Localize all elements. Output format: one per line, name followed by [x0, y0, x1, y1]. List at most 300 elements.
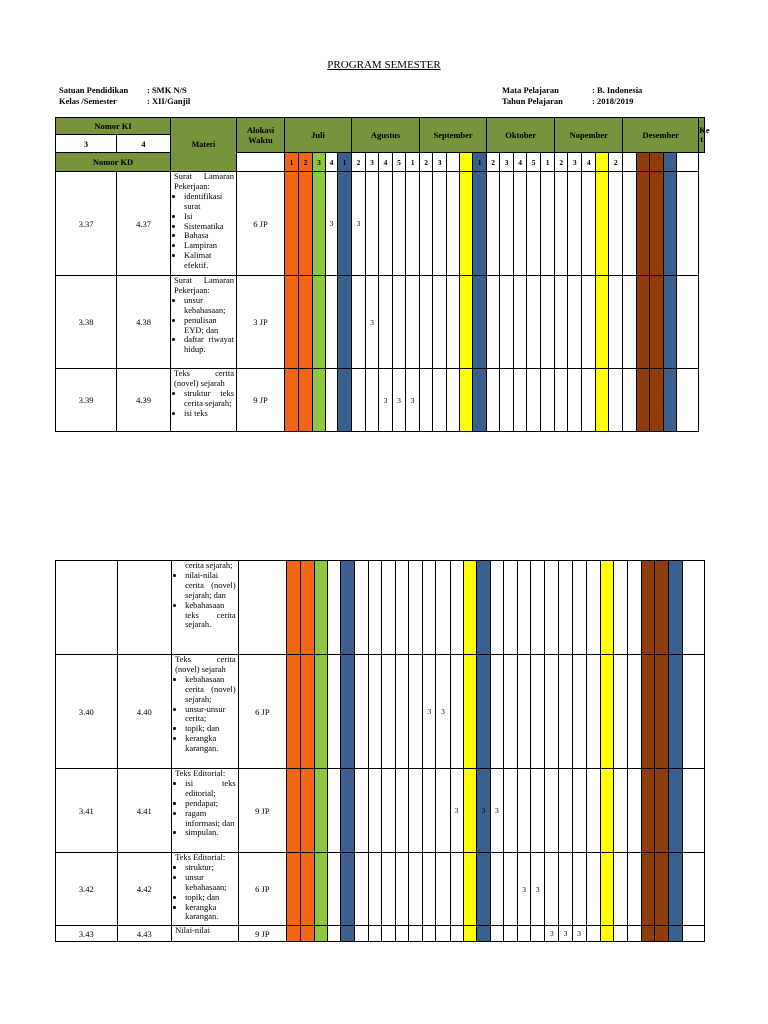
- alokasi-cell: 3 JP: [237, 276, 285, 369]
- week-cell: [642, 655, 655, 769]
- week-cell: [527, 276, 541, 369]
- kd3-cell: 3.41: [56, 769, 118, 853]
- week-cell: [623, 172, 637, 276]
- week-cell: [650, 276, 664, 369]
- materi-item: • topik; dan: [185, 893, 236, 903]
- week-cell: [473, 172, 487, 276]
- week-cell: [299, 369, 313, 432]
- week-cell: [669, 853, 682, 926]
- week-cell: [500, 172, 514, 276]
- meta-left: [59, 85, 190, 107]
- materi-item: • unsur kebahasaan;: [184, 296, 234, 316]
- materi-cell: [172, 655, 239, 769]
- materi-item: • kebahasaan teks cerita sejarah.: [185, 601, 236, 631]
- week-header-17: 4: [514, 153, 527, 172]
- week-cell: [420, 369, 433, 432]
- table-row: [56, 369, 705, 432]
- month-september: September: [420, 118, 487, 153]
- week-cell: [381, 926, 395, 942]
- week-cell: 3: [545, 926, 559, 942]
- kd4-cell: 4.37: [117, 172, 171, 276]
- table-row: [56, 655, 705, 769]
- week-cell: [328, 561, 340, 655]
- week-header-11: 3: [433, 153, 447, 172]
- kd4-cell: 4.42: [117, 853, 172, 926]
- week-cell: [450, 561, 463, 655]
- week-cell: [368, 769, 381, 853]
- materi-cell: [171, 369, 237, 432]
- week-cell: [409, 561, 423, 655]
- alokasi-cell: 9 JP: [238, 769, 286, 853]
- materi-item: cerita sejarah;: [185, 560, 233, 570]
- week-cell: [340, 655, 354, 769]
- week-cell: [613, 926, 627, 942]
- materi-item: • unsur-unsur cerita;: [185, 705, 236, 725]
- week-header-28: [664, 153, 677, 172]
- week-cell: [568, 172, 582, 276]
- alokasi-cell: 6 JP: [238, 853, 286, 926]
- materi-title: Surat Lamaran Pekerjaan:: [174, 275, 235, 295]
- satuan-label: Satuan Pendidikan: [59, 85, 129, 95]
- materi-cell: [171, 172, 237, 276]
- week-cell: [285, 369, 299, 432]
- materi-item: • isi teks: [184, 409, 234, 419]
- week-cell: [596, 172, 609, 276]
- week-cell: [609, 369, 623, 432]
- alokasi-cell: 9 JP: [237, 369, 285, 432]
- week-cell: [368, 926, 381, 942]
- week-cell: [409, 655, 423, 769]
- materi-cell: [171, 276, 237, 369]
- week-cell: [655, 655, 669, 769]
- week-cell: [600, 926, 613, 942]
- week-cell: [518, 926, 531, 942]
- table-row: [56, 926, 705, 942]
- week-cell: [664, 369, 677, 432]
- month-desember: Desember: [623, 118, 699, 153]
- week-cell: 3: [406, 369, 420, 432]
- week-cell: [586, 926, 600, 942]
- ket-cell: [682, 769, 704, 853]
- week-cell: [628, 926, 642, 942]
- materi-cell: [172, 853, 239, 926]
- week-cell: [582, 276, 596, 369]
- ki-3-header: 3: [56, 135, 117, 153]
- week-cell: [315, 926, 328, 942]
- week-cell: [572, 561, 586, 655]
- week-cell: [340, 769, 354, 853]
- week-cell: [568, 369, 582, 432]
- week-cell: [476, 853, 490, 926]
- ket-cell: [677, 172, 699, 276]
- materi-item: • identifikasi surat: [184, 192, 234, 212]
- week-cell: [460, 369, 473, 432]
- week-cell: [637, 276, 650, 369]
- week-cell: 3: [490, 769, 503, 853]
- week-cell: [490, 853, 503, 926]
- week-cell: [655, 769, 669, 853]
- week-cell: [518, 769, 531, 853]
- week-cell: [328, 853, 340, 926]
- materi-item: • Bahasa: [184, 231, 234, 241]
- week-header-19: 1: [541, 153, 555, 172]
- alokasi-header: Alokasi Waktu: [237, 118, 285, 153]
- week-cell: [500, 369, 514, 432]
- week-cell: 3: [518, 853, 531, 926]
- week-cell: [287, 655, 301, 769]
- week-cell: [613, 561, 627, 655]
- week-cell: [628, 655, 642, 769]
- week-cell: [541, 276, 555, 369]
- month-agustus: Agustus: [352, 118, 420, 153]
- week-cell: [600, 853, 613, 926]
- table-row: [56, 172, 705, 276]
- week-cell: [366, 172, 379, 276]
- week-cell: [642, 926, 655, 942]
- week-cell: [315, 853, 328, 926]
- week-cell: [406, 172, 420, 276]
- kd3-cell: 3.42: [56, 853, 118, 926]
- week-header-21: 3: [568, 153, 582, 172]
- week-cell: [514, 369, 527, 432]
- week-cell: [381, 655, 395, 769]
- week-cell: [568, 276, 582, 369]
- kd4-cell: 4.38: [117, 276, 171, 369]
- week-cell: [433, 276, 447, 369]
- kelas-value: : XII/Ganjil: [147, 96, 191, 106]
- week-cell: [396, 853, 409, 926]
- week-cell: [420, 172, 433, 276]
- week-cell: [555, 369, 568, 432]
- week-cell: 3: [379, 369, 393, 432]
- week-cell: [460, 276, 473, 369]
- week-cell: [637, 369, 650, 432]
- kd4-cell: 4.39: [117, 369, 171, 432]
- week-cell: [655, 926, 669, 942]
- materi-item: • kebahasaan cerita (novel) sejarah;: [185, 675, 236, 705]
- week-header-16: 3: [500, 153, 514, 172]
- week-cell: [664, 276, 677, 369]
- week-header-2: 3: [313, 153, 326, 172]
- materi-item: • unsur kebahasaan;: [185, 873, 236, 893]
- week-cell: [487, 172, 500, 276]
- week-cell: [436, 561, 450, 655]
- week-cell: 3: [366, 276, 379, 369]
- week-cell: 3: [476, 769, 490, 853]
- satuan-value: : SMK N/S: [147, 85, 187, 95]
- week-header-5: 2: [352, 153, 366, 172]
- materi-item: • nilai-nilai cerita (novel) sejarah; dan: [185, 571, 236, 601]
- materi-item: • struktur;: [185, 863, 236, 873]
- week-cell: [301, 561, 315, 655]
- week-cell: [423, 926, 436, 942]
- week-header-3: 4: [326, 153, 338, 172]
- week-header-25: [623, 153, 637, 172]
- week-cell: 3: [326, 172, 338, 276]
- week-cell: [423, 769, 436, 853]
- week-cell: [609, 276, 623, 369]
- week-cell: [531, 655, 545, 769]
- kd4-cell: [117, 561, 172, 655]
- week-cell: [600, 655, 613, 769]
- week-cell: [490, 561, 503, 655]
- week-cell: [338, 276, 352, 369]
- week-cell: [352, 369, 366, 432]
- week-cell: [433, 172, 447, 276]
- materi-item: • Isi: [184, 212, 234, 222]
- week-header-23: [596, 153, 609, 172]
- week-cell: [379, 172, 393, 276]
- week-cell: [518, 655, 531, 769]
- week-header-18: 5: [527, 153, 541, 172]
- week-cell: [285, 172, 299, 276]
- kd3-cell: [56, 561, 118, 655]
- materi-item: • kerangka karangan.: [185, 734, 236, 754]
- kd3-cell: 3.38: [56, 276, 117, 369]
- materi-item: • Kalimat efektif.: [184, 251, 234, 271]
- week-cell: [514, 276, 527, 369]
- week-cell: [642, 769, 655, 853]
- week-cell: [328, 769, 340, 853]
- week-cell: [545, 853, 559, 926]
- week-cell: 3: [436, 655, 450, 769]
- week-cell: [664, 172, 677, 276]
- program-semester-table-page-1: [55, 117, 710, 432]
- week-cell: [555, 172, 568, 276]
- materi-title: Teks Editorial:: [175, 852, 226, 862]
- week-header-10: 2: [420, 153, 433, 172]
- week-cell: [354, 926, 368, 942]
- program-semester-table-page-2: [55, 560, 705, 942]
- week-cell: [366, 369, 379, 432]
- week-cell: [586, 561, 600, 655]
- materi-title: Teks Editorial:: [175, 768, 226, 778]
- week-cell: [460, 172, 473, 276]
- week-cell: [669, 655, 682, 769]
- week-cell: [586, 853, 600, 926]
- alokasi-cell: 9 JP: [238, 926, 286, 942]
- materi-title: Teks cerita (novel) sejarah: [174, 368, 235, 388]
- week-cell: [555, 276, 568, 369]
- week-cell: [315, 769, 328, 853]
- materi-header: Materi: [171, 118, 237, 172]
- week-cell: [396, 769, 409, 853]
- week-cell: [463, 926, 476, 942]
- table-row: [56, 853, 705, 926]
- page-title: PROGRAM SEMESTER: [327, 59, 441, 71]
- week-cell: [541, 369, 555, 432]
- week-cell: [313, 172, 326, 276]
- week-cell: [450, 655, 463, 769]
- week-cell: [545, 561, 559, 655]
- month-oktober: Oktober: [487, 118, 555, 153]
- week-cell: [379, 276, 393, 369]
- materi-item: • topik; dan: [185, 724, 236, 734]
- meta-right: [502, 85, 642, 107]
- week-cell: [531, 926, 545, 942]
- week-header-4: 1: [338, 153, 352, 172]
- nomor-kd-header: Nomor KD: [56, 153, 171, 172]
- week-cell: [368, 561, 381, 655]
- week-cell: [650, 172, 664, 276]
- materi-item: • Lampiran: [184, 241, 234, 251]
- week-cell: [354, 655, 368, 769]
- week-cell: [301, 655, 315, 769]
- nomor-ki-header: Nomor KI: [56, 118, 171, 135]
- ket-cell: [677, 276, 699, 369]
- week-cell: [354, 853, 368, 926]
- week-cell: [527, 369, 541, 432]
- week-cell: [287, 853, 301, 926]
- week-cell: [396, 561, 409, 655]
- week-cell: [628, 769, 642, 853]
- week-cell: [476, 561, 490, 655]
- week-cell: [287, 769, 301, 853]
- week-cell: [463, 769, 476, 853]
- week-cell: [326, 276, 338, 369]
- week-cell: 3: [393, 369, 406, 432]
- week-header-8: 5: [393, 153, 406, 172]
- week-cell: [287, 926, 301, 942]
- week-cell: [409, 926, 423, 942]
- week-cell: [354, 561, 368, 655]
- week-cell: [447, 172, 460, 276]
- week-cell: [301, 769, 315, 853]
- week-cell: [518, 561, 531, 655]
- week-cell: [487, 276, 500, 369]
- week-cell: [531, 561, 545, 655]
- week-cell: [545, 655, 559, 769]
- kd4-cell: 4.41: [117, 769, 172, 853]
- week-cell: [655, 853, 669, 926]
- week-cell: [582, 172, 596, 276]
- materi-item: • kerangka karangan.: [185, 903, 236, 923]
- kd3-cell: 3.40: [56, 655, 118, 769]
- alokasi-cell: 6 JP: [237, 172, 285, 276]
- week-cell: 3: [450, 769, 463, 853]
- week-cell: [669, 561, 682, 655]
- week-cell: [313, 276, 326, 369]
- week-cell: [628, 853, 642, 926]
- week-cell: [503, 853, 517, 926]
- week-cell: [473, 276, 487, 369]
- week-cell: [301, 926, 315, 942]
- materi-title: Nilai-nilai: [175, 925, 210, 935]
- ket-cell: [677, 369, 699, 432]
- week-cell: [340, 561, 354, 655]
- week-cell: [447, 276, 460, 369]
- week-cell: [301, 853, 315, 926]
- week-cell: [476, 655, 490, 769]
- week-cell: [500, 276, 514, 369]
- week-cell: 3: [352, 172, 366, 276]
- week-cell: [490, 655, 503, 769]
- week-cell: [642, 561, 655, 655]
- week-cell: [338, 369, 352, 432]
- materi-item: • penulisan EYD; dan: [184, 316, 234, 336]
- week-cell: [315, 561, 328, 655]
- kd3-cell: 3.43: [56, 926, 118, 942]
- ket-cell: [682, 853, 704, 926]
- kelas-label: Kelas /Semester: [59, 96, 117, 106]
- week-cell: [628, 561, 642, 655]
- week-cell: [655, 561, 669, 655]
- materi-item: • daftar riwayat hidup.: [184, 335, 234, 355]
- kd4-cell: 4.40: [117, 655, 172, 769]
- week-cell: [582, 369, 596, 432]
- week-cell: [447, 369, 460, 432]
- week-cell: [487, 369, 500, 432]
- week-cell: [503, 926, 517, 942]
- week-cell: [450, 926, 463, 942]
- week-cell: [352, 276, 366, 369]
- week-header-9: 1: [406, 153, 420, 172]
- week-header-15: 2: [487, 153, 500, 172]
- week-header-7: 4: [379, 153, 393, 172]
- week-cell: [436, 853, 450, 926]
- month-juli: Juli: [285, 118, 352, 153]
- week-cell: [490, 926, 503, 942]
- week-cell: [381, 769, 395, 853]
- week-cell: [609, 172, 623, 276]
- week-cell: [354, 769, 368, 853]
- week-cell: [368, 655, 381, 769]
- week-header-26: [637, 153, 650, 172]
- week-cell: [381, 561, 395, 655]
- week-header-6: 3: [366, 153, 379, 172]
- mapel-label: Mata Pelajaran: [502, 85, 559, 95]
- materi-item: • ragam informasi; dan: [185, 809, 236, 829]
- materi-title: Surat Lamaran Pekerjaan:: [174, 171, 235, 191]
- week-cell: [637, 172, 650, 276]
- week-cell: [559, 655, 572, 769]
- week-cell: [650, 369, 664, 432]
- materi-cell: [172, 561, 239, 655]
- materi-item: • pendapat;: [185, 799, 236, 809]
- week-cell: 3: [572, 926, 586, 942]
- ket-cell: [682, 926, 704, 942]
- week-cell: [596, 369, 609, 432]
- mapel-value: : B. Indonesia: [592, 85, 643, 95]
- week-header-13: [460, 153, 473, 172]
- week-cell: [326, 369, 338, 432]
- week-cell: [600, 769, 613, 853]
- ki-4-header: 4: [117, 135, 171, 153]
- week-cell: [340, 853, 354, 926]
- week-cell: [503, 769, 517, 853]
- week-cell: [381, 853, 395, 926]
- week-cell: 3: [559, 926, 572, 942]
- week-cell: [409, 853, 423, 926]
- alokasi-subheader: [237, 153, 285, 172]
- week-cell: [433, 369, 447, 432]
- week-cell: [623, 369, 637, 432]
- week-cell: [420, 276, 433, 369]
- week-cell: [514, 172, 527, 276]
- week-cell: [572, 853, 586, 926]
- week-cell: [572, 655, 586, 769]
- week-header-24: 2: [609, 153, 623, 172]
- month-nopember: Nopember: [555, 118, 623, 153]
- week-cell: [669, 926, 682, 942]
- week-cell: [368, 853, 381, 926]
- week-header-22: 4: [582, 153, 596, 172]
- alokasi-cell: [238, 561, 286, 655]
- materi-title: Teks cerita (novel) sejarah: [175, 654, 236, 674]
- week-header-20: 2: [555, 153, 568, 172]
- week-cell: [328, 926, 340, 942]
- week-cell: [463, 655, 476, 769]
